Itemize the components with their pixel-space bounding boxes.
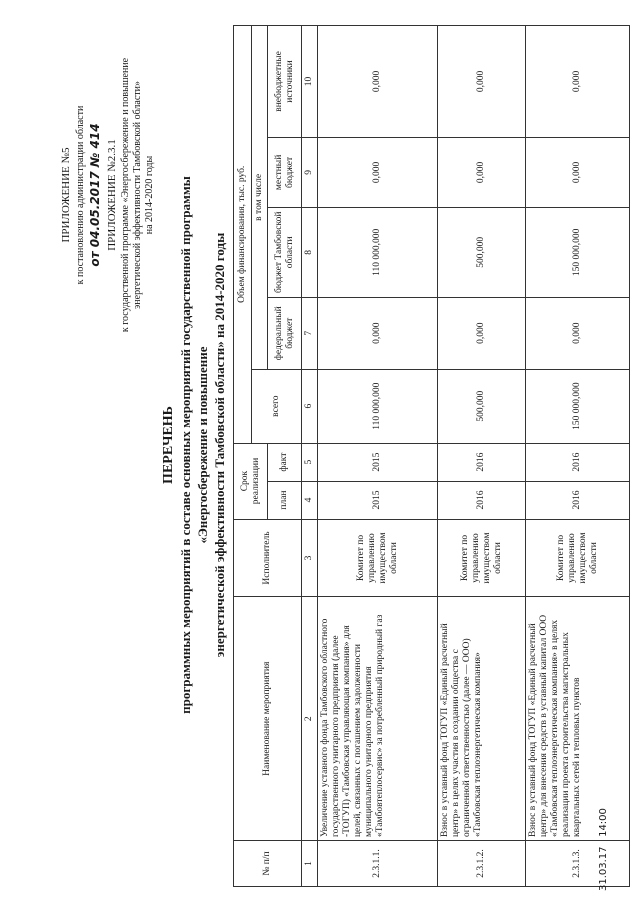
column-number: 1 bbox=[302, 841, 318, 887]
title-sub-line1: программных мероприятий в составе основных мероприятий государственной программы «Энергосбережение и повышение bbox=[178, 176, 210, 714]
header-name: Наименование мероприятия bbox=[234, 597, 302, 841]
title-main: ПЕРЕЧЕНЬ bbox=[161, 406, 176, 484]
header-federal: федеральный бюджет bbox=[268, 297, 302, 369]
row-total: 500,000 bbox=[438, 369, 526, 443]
header-total: всего bbox=[252, 369, 302, 443]
row-name: Взнос в уставный фонд ТОГУП «Единый расчетный центр» для внесения средств в уставный капитал ООО «Тамбовская теплоэнергетическая компания» в целях реализации проекта строительства магистральных квартальных сетей и тепловых пунктов bbox=[526, 597, 630, 841]
print-time: 14:00 bbox=[598, 808, 609, 837]
appendix-resolution-ref: к постановлению администрации области bbox=[75, 105, 86, 285]
row-local: 0,000 bbox=[526, 137, 630, 207]
row-federal: 0,000 bbox=[526, 297, 630, 369]
program-ref-line1: к государственной программе «Энергосбережение и повышение bbox=[120, 57, 131, 333]
header-fact: факт bbox=[268, 443, 302, 481]
column-number: 5 bbox=[302, 443, 318, 481]
row-regional: 150 000,000 bbox=[526, 207, 630, 297]
header-plan: план bbox=[268, 481, 302, 519]
row-num: 2.3.1.2. bbox=[438, 841, 526, 887]
header-offbudget: внебюджетные источники bbox=[268, 26, 302, 138]
column-number: 10 bbox=[302, 26, 318, 138]
row-executor: Комитет по управлению имуществом области bbox=[318, 519, 438, 597]
row-fact: 2016 bbox=[526, 443, 630, 481]
header-row-1 bbox=[234, 26, 252, 887]
row-fact: 2016 bbox=[438, 443, 526, 481]
row-num: 2.3.1.3. bbox=[526, 841, 630, 887]
row-plan: 2015 bbox=[318, 481, 438, 519]
row-local: 0,000 bbox=[438, 137, 526, 207]
row-federal: 0,000 bbox=[438, 297, 526, 369]
header-term: Срок реализации bbox=[234, 443, 268, 519]
row-total: 110 000,000 bbox=[318, 369, 438, 443]
header-executor: Исполнитель bbox=[234, 519, 302, 597]
appendix-subnumber: ПРИЛОЖЕНИЕ №2.3.1 bbox=[106, 139, 118, 251]
header-funding: Объем финансирования, тыс. руб. bbox=[234, 26, 252, 444]
table-row bbox=[438, 26, 526, 887]
row-offbudget: 0,000 bbox=[526, 26, 630, 138]
handwritten-date-number: от 04.05.2017 № 414 bbox=[88, 123, 102, 267]
column-number: 4 bbox=[302, 481, 318, 519]
row-offbudget: 0,000 bbox=[438, 26, 526, 138]
print-timestamp bbox=[598, 808, 609, 891]
row-fact: 2015 bbox=[318, 443, 438, 481]
row-name: Взнос в уставный фонд ТОГУП «Единый расчетный центр» в целях участия в создании общества с ограниченной ответственностью (далее — ООО) «Тамбовская теплоэнергетическая компания» bbox=[438, 597, 526, 841]
program-ref-line3: на 2014-2020 годы bbox=[144, 155, 155, 235]
header-num: № п/п bbox=[234, 841, 302, 887]
row-plan: 2016 bbox=[526, 481, 630, 519]
row-plan: 2016 bbox=[438, 481, 526, 519]
row-name: Увеличение уставного фонда Тамбовского областного государственного унитарного предприятия (далее -ТОГУП) «Тамбовская управляющая компания» для целей, связанных с погашением задолженности муниципального унитарного предприятия «Тамбовтеплосервис» за потребленный природный газ bbox=[318, 597, 438, 841]
document-title bbox=[160, 135, 228, 755]
row-executor: Комитет по управлению имуществом области bbox=[438, 519, 526, 597]
appendix-number: ПРИЛОЖЕНИЕ №5 bbox=[60, 147, 72, 243]
row-federal: 0,000 bbox=[318, 297, 438, 369]
row-executor: Комитет по управлению имуществом области bbox=[526, 519, 630, 597]
row-offbudget: 0,000 bbox=[318, 26, 438, 138]
row-regional: 110 000,000 bbox=[318, 207, 438, 297]
header-including: в том числе bbox=[252, 26, 268, 370]
row-total: 150 000,000 bbox=[526, 369, 630, 443]
measures-table bbox=[233, 25, 630, 887]
row-num: 2.3.1.1. bbox=[318, 841, 438, 887]
column-number: 2 bbox=[302, 597, 318, 841]
header-local: местный бюджет bbox=[268, 137, 302, 207]
column-number: 3 bbox=[302, 519, 318, 597]
header-regional: бюджет Тамбовской области bbox=[268, 207, 302, 297]
column-number: 7 bbox=[302, 297, 318, 369]
row-local: 0,000 bbox=[318, 137, 438, 207]
print-date: 31.03.17 bbox=[598, 846, 609, 891]
row-regional: 500,000 bbox=[438, 207, 526, 297]
column-number: 9 bbox=[302, 137, 318, 207]
table-row bbox=[526, 26, 630, 887]
column-number: 6 bbox=[302, 369, 318, 443]
title-sub-line2: энергетической эффективности Тамбовской области» на 2014-2020 годы bbox=[212, 232, 227, 658]
table-row bbox=[318, 26, 438, 887]
program-ref-line2: энергетической эффективности Тамбовской области» bbox=[132, 80, 143, 310]
column-number-row bbox=[302, 26, 318, 887]
column-number: 8 bbox=[302, 207, 318, 297]
